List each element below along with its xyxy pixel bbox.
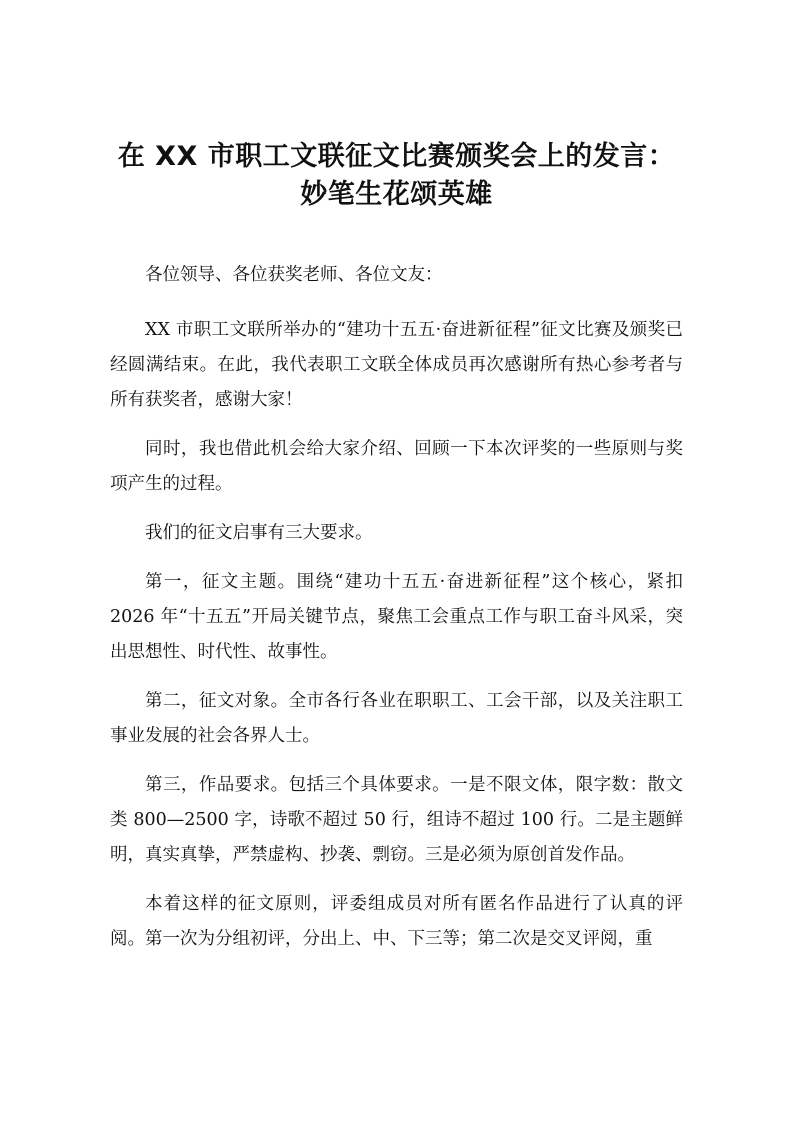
title-line-2: 妙笔生花颂英雄 (300, 179, 493, 210)
body-paragraph-theme: 第一，征文主题。围绕“建功十五五·奋进新征程”这个核心，紧扣 2026 年“十五五”开局关键节点，聚焦工会重点工作与职工奋斗风采，突出思想性、时代性、故事性。 (110, 572, 683, 662)
body-paragraph-participants: 第二，征文对象。全市各行各业在职职工、工会干部，以及关注职工事业发展的社会各界人士。 (110, 691, 683, 746)
salutation-paragraph: 各位领导、各位获奖老师、各位文友： (145, 265, 443, 285)
title-line-1: 在 XX 市职工文联征文比赛颁奖会上的发言： (117, 141, 676, 172)
body-paragraph-review: 本着这样的征文原则，评委组成员对所有匿名作品进行了认真的评阅。第一次为分组初评，分出上、中、下三等；第二次是交叉评阅，重 (110, 894, 683, 949)
body-paragraph-requirements: 我们的征文启事有三大要求。 (145, 523, 373, 543)
document-title (100, 138, 693, 214)
document-body (110, 258, 683, 971)
body-paragraph-work-requirements: 第三，作品要求。包括三个具体要求。一是不限文体，限字数：散文类 800—2500 字，诗歌不超过 50 行，组诗不超过 100 行。二是主题鲜明，真实真挚，严禁虚构、抄袭、剽窃。三是必须为原创首发作品。 (110, 775, 683, 865)
body-paragraph-intro: 同时，我也借此机会给大家介绍、回顾一下本次评奖的一些原则与奖项产生的过程。 (110, 439, 683, 494)
body-paragraph-opening: XX 市职工文联所举办的“建功十五五·奋进新征程”征文比赛及颁奖已经圆满结束。在此，我代表职工文联全体成员再次感谢所有热心参考者与所有获奖者，感谢大家！ (110, 320, 683, 410)
